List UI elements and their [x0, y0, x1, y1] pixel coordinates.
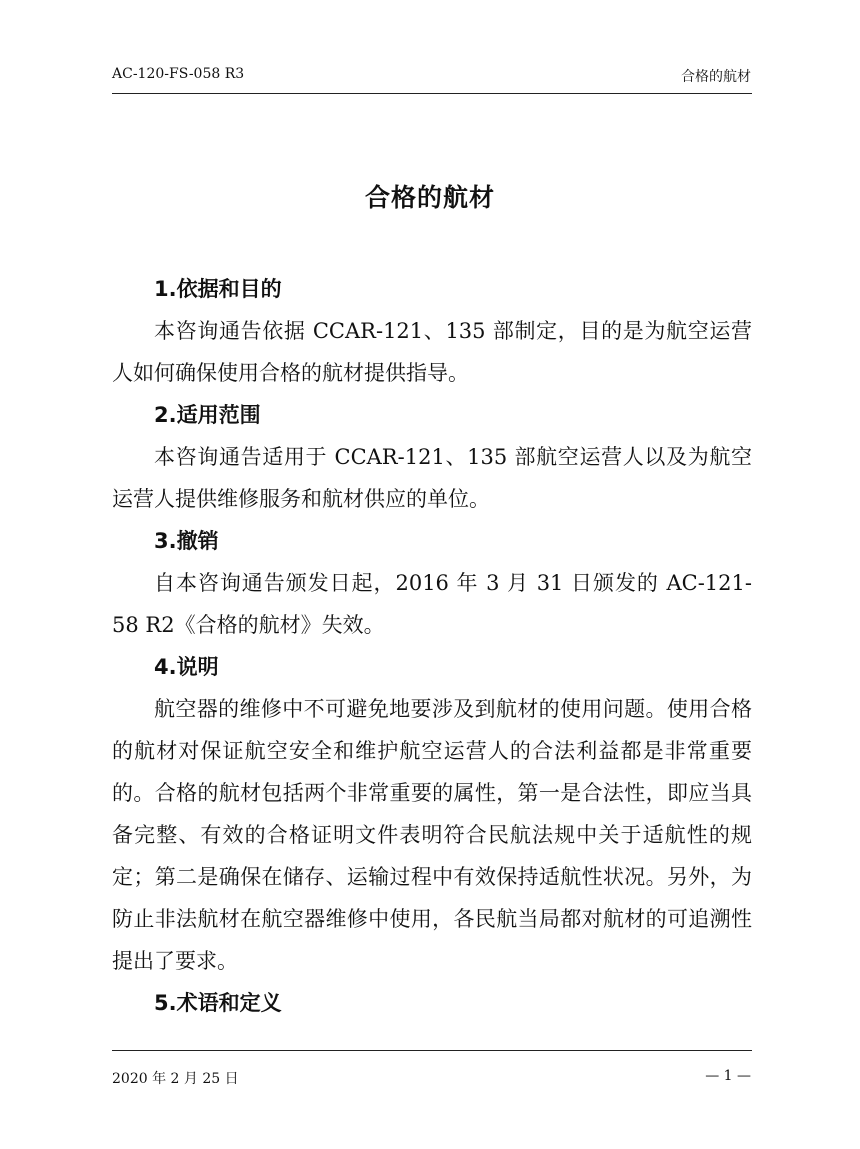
- document-title: 合格的航材: [364, 183, 495, 212]
- footer-rule: [112, 1050, 752, 1051]
- header-doc-number: AC-120-FS-058 R3: [112, 66, 245, 82]
- section-paragraph-4: 航空器的维修中不可避免地要涉及到航材的使用问题。使用合格的航材对保证航空安全和维护航空运营人的合法利益都是非常重要的。合格的航材包括两个非常重要的属性，第一是合法性，即应当具备完整、有效的合格证明文件表明符合民航法规中关于适航性的规定；第二是确保在储存、运输过程中有效保持适航性状况。另外，为防止非法航材在航空器维修中使用，各民航当局都对航材的可追溯性提出了要求。: [112, 697, 752, 973]
- section-heading-4: 4.说明: [154, 655, 219, 679]
- document-body: [112, 268, 752, 1024]
- section-heading-1: 1.依据和目的: [154, 277, 282, 301]
- section-heading-2: 2.适用范围: [154, 403, 261, 427]
- section-paragraph-3: 自本咨询通告颁发日起，2016 年 3 月 31 日颁发的 AC-121-58 R2《合格的航材》失效。: [112, 571, 752, 637]
- footer-date: 2020 年 2 月 25 日: [112, 1071, 239, 1087]
- page-number: — 1 —: [705, 1068, 751, 1084]
- page-header: [112, 66, 751, 90]
- section-paragraph-1: 本咨询通告依据 CCAR-121、135 部制定，目的是为航空运营人如何确保使用合格的航材提供指导。: [112, 319, 752, 385]
- header-rule: [112, 93, 752, 94]
- header-short-title: 合格的航材: [681, 69, 751, 85]
- section-heading-3: 3.撤销: [154, 529, 219, 553]
- section-heading-5: 5.术语和定义: [154, 991, 282, 1015]
- section-paragraph-2: 本咨询通告适用于 CCAR-121、135 部航空运营人以及为航空运营人提供维修服务和航材供应的单位。: [112, 445, 752, 511]
- page-footer: [112, 1068, 751, 1092]
